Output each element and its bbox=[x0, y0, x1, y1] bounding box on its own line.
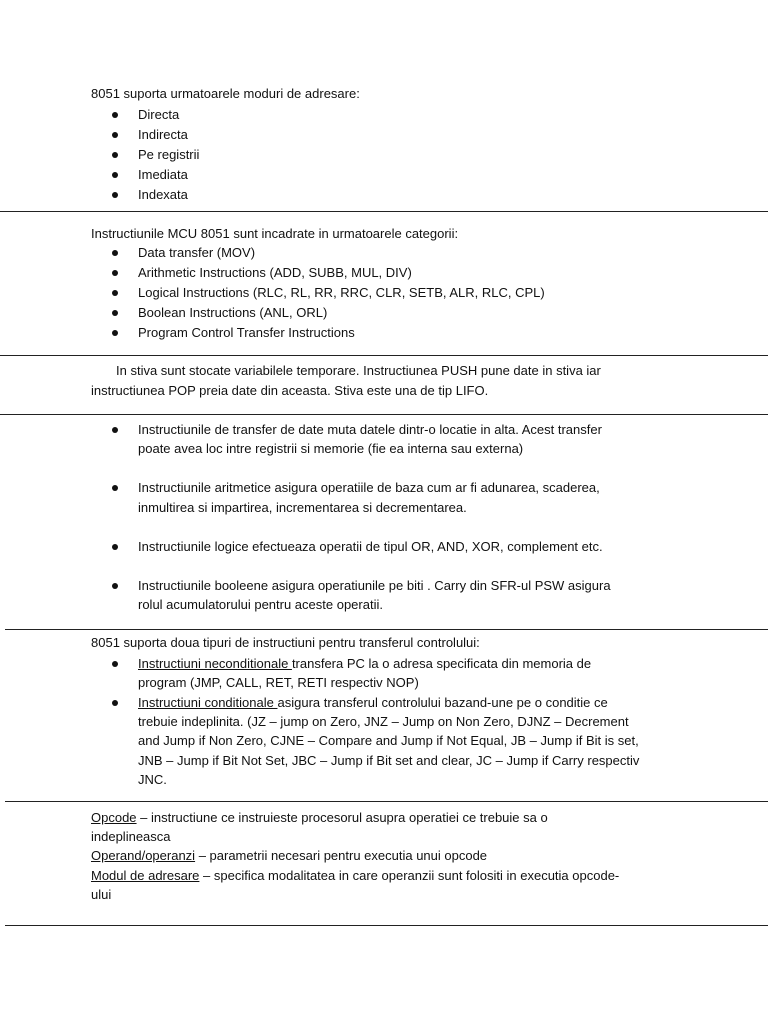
conditional-term: Instructiuni conditionale bbox=[138, 695, 278, 710]
list-item: Pe registrii bbox=[138, 147, 200, 162]
stack-paragraph-line: In stiva sunt stocate variabilele temporare. Instructiunea PUSH pune date in stiva iar bbox=[116, 363, 601, 378]
opcode-definition: – instructiune ce instruieste procesorul asupra operatiei ce trebuie sa o bbox=[136, 810, 548, 825]
addressing-mode-term: Modul de adresare bbox=[91, 868, 200, 883]
unconditional-description: transfera PC la o adresa specificata din memoria de bbox=[291, 656, 592, 671]
list-item-continuation: poate avea loc intre registrii si memorie (fie ea interna sau externa) bbox=[138, 441, 524, 456]
bullet-icon bbox=[112, 152, 118, 158]
list-item: Program Control Transfer Instructions bbox=[138, 325, 355, 340]
section-divider bbox=[5, 925, 768, 926]
bullet-icon bbox=[112, 270, 118, 276]
addressing-mode-definition: – specifica modalitatea in care operanzii sunt folositi in executia opcode- bbox=[199, 868, 620, 883]
list-item-continuation: trebuie indeplinita. (JZ – jump on Zero, JNZ – Jump on Non Zero, DJNZ – Decrement bbox=[138, 714, 629, 729]
list-item: Logical Instructions (RLC, RL, RR, RRC, CLR, SETB, ALR, RLC, CPL) bbox=[138, 285, 545, 300]
bullet-icon bbox=[112, 485, 118, 491]
section-divider bbox=[5, 629, 768, 630]
bullet-icon bbox=[112, 290, 118, 296]
opcode-term: Opcode bbox=[91, 810, 137, 825]
list-item: Imediata bbox=[138, 167, 188, 182]
list-item: Arithmetic Instructions (ADD, SUBB, MUL, DIV) bbox=[138, 265, 412, 280]
list-item: Instructiunile booleene asigura operatiunile pe biti . Carry din SFR-ul PSW asigura bbox=[138, 578, 611, 593]
list-item-continuation: JNC. bbox=[138, 772, 167, 787]
section-divider bbox=[0, 211, 768, 212]
section-divider bbox=[5, 801, 768, 802]
list-item-continuation: JNB – Jump if Bit Not Set, JBC – Jump if Bit set and clear, JC – Jump if Carry respectiv bbox=[138, 753, 640, 768]
list-item-continuation: inmultirea si impartirea, incrementarea si decrementarea. bbox=[138, 500, 467, 515]
bullet-icon bbox=[112, 661, 118, 667]
operand-definition: – parametrii necesari pentru executia unui opcode bbox=[195, 848, 488, 863]
definition-opcode bbox=[91, 808, 548, 828]
bullet-icon bbox=[112, 250, 118, 256]
operand-term: Operand/operanzi bbox=[91, 848, 196, 863]
list-item: Instructiunile logice efectueaza operatii de tipul OR, AND, XOR, complement etc. bbox=[138, 539, 603, 554]
stack-paragraph-line: instructiunea POP preia date din aceasta. Stiva este una de tip LIFO. bbox=[91, 383, 489, 398]
bullet-icon bbox=[112, 330, 118, 336]
section-divider bbox=[0, 355, 768, 356]
bullet-icon bbox=[112, 544, 118, 550]
definition-addressing-mode bbox=[91, 866, 619, 886]
list-item: Indexata bbox=[138, 187, 188, 202]
definition-continuation: ului bbox=[91, 887, 112, 902]
list-item: Boolean Instructions (ANL, ORL) bbox=[138, 305, 328, 320]
bullet-icon bbox=[112, 112, 118, 118]
definition-operand bbox=[91, 846, 487, 866]
bullet-icon bbox=[112, 172, 118, 178]
list-item bbox=[138, 693, 608, 713]
list-item: Directa bbox=[138, 107, 180, 122]
bullet-icon bbox=[112, 132, 118, 138]
control-transfer-intro: 8051 suporta doua tipuri de instructiuni pentru transferul controlului: bbox=[91, 635, 480, 650]
list-item-continuation: program (JMP, CALL, RET, RETI respectiv NOP) bbox=[138, 675, 419, 690]
list-item: Instructiunile aritmetice asigura operatiile de baza cum ar fi adunarea, scaderea, bbox=[138, 480, 600, 495]
definition-continuation: indeplineasca bbox=[91, 829, 171, 844]
list-item: Data transfer (MOV) bbox=[138, 245, 256, 260]
list-item bbox=[138, 654, 591, 674]
unconditional-term: Instructiuni neconditionale bbox=[138, 656, 292, 671]
bullet-icon bbox=[112, 700, 118, 706]
categories-intro: Instructiunile MCU 8051 sunt incadrate in urmatoarele categorii: bbox=[91, 226, 459, 241]
list-item-continuation: and Jump if Non Zero, CJNE – Compare and Jump if Not Equal, JB – Jump if Bit is set, bbox=[138, 733, 639, 748]
list-item: Instructiunile de transfer de date muta datele dintr-o locatie in alta. Acest transfer bbox=[138, 422, 602, 437]
list-item: Indirecta bbox=[138, 127, 188, 142]
bullet-icon bbox=[112, 583, 118, 589]
addressing-modes-intro: 8051 suporta urmatoarele moduri de adresare: bbox=[91, 86, 360, 101]
conditional-description: asigura transferul controlului bazand-une pe o conditie ce bbox=[277, 695, 608, 710]
bullet-icon bbox=[112, 192, 118, 198]
bullet-icon bbox=[112, 310, 118, 316]
list-item-continuation: rolul acumulatorului pentru aceste operatii. bbox=[138, 597, 383, 612]
section-divider bbox=[0, 414, 768, 415]
bullet-icon bbox=[112, 427, 118, 433]
